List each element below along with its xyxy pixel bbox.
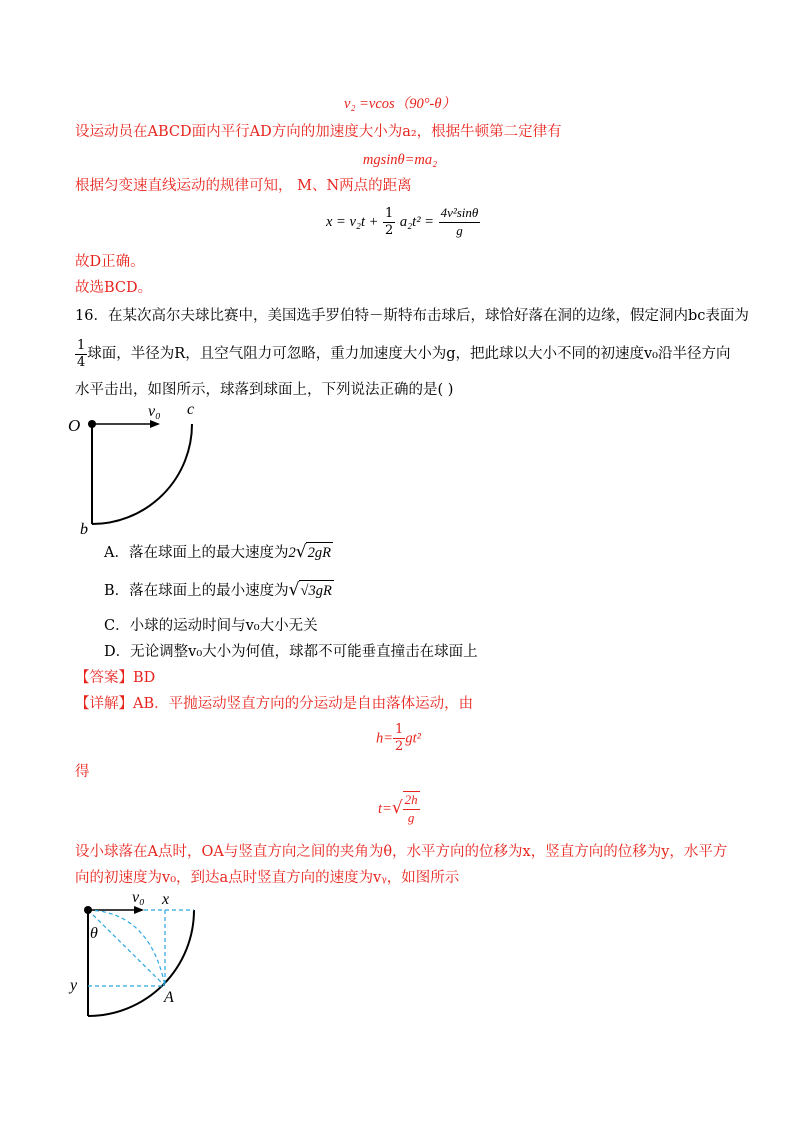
label-theta: θ [90,925,98,942]
frac-half: $\frac{1}{2}$ [385,205,394,238]
label-y: y [70,977,78,994]
detail-line-2: 设小球落在A点时，OA与竖直方向之间的夹角为θ，水平方向的位移为x，竖直方向的位移为y，水平方 [75,844,728,860]
eq-newton: mgsinθ=ma₂ [362,152,438,168]
label-o: O [68,416,81,435]
detail-intro: 【详解】AB．平抛运动竖直方向的分运动是自由落体运动，由 [75,696,474,712]
option-b[interactable]: B．落在球面上的最小速度为√√3gR [104,580,332,600]
text-accel: 设运动员在ABCD面内平行AD方向的加速度大小为a₂，根据牛顿第二定律有 [75,124,562,140]
label-x: x [162,891,170,908]
figure-projectile [60,884,220,1024]
label-c: c [187,401,195,418]
text-distance: 根据匀变速直线运动的规律可知， M、N两点的距离 [75,178,412,194]
label-v0: v₀ [132,889,145,906]
text-select-bcd: 故选BCD。 [75,280,153,296]
figure-quarter-sphere [60,396,220,536]
detail-line-3: 向的初速度为v₀，到达a点时竖直方向的速度为vᵧ，如图所示 [75,870,460,886]
text-d-correct: 故D正确。 [75,254,145,270]
question-line-1: 16．在某次高尔夫球比赛中，美国选手罗伯特－斯特布击球后，球恰好落在洞的边缘，假定洞内bc表面为 [75,308,749,324]
question-number: 16． [75,308,108,324]
option-d[interactable]: D．无论调整v₀大小为何值，球都不可能垂直撞击在球面上 [104,644,478,660]
eq-distance: x = v₂t + $\frac{1}{2}$ a₂t² = $\frac{\text{4v²sinθ}}{g}$ [326,204,479,238]
eq-v2: v₂ =vcos（90°-θ） [344,96,456,112]
option-a[interactable]: A．落在球面上的最大速度为2√2gR [104,542,331,562]
label-v0: v₀ [148,403,161,420]
question-line-2: $\frac{1}{4}$ 球面，半径为R，且空气阻力可忽略，重力加速度大小为g，把此球以大小不同的初速度v₀沿半径方向 [77,337,731,370]
text-de: 得 [75,764,90,780]
frac-result: $\frac{\text{4v²sinθ}}{g}$ [440,204,479,238]
answer: 【答案】BD [75,670,156,686]
label-b: b [80,521,88,536]
eq-h: h= $\frac{1}{2}$ gt² [376,722,421,754]
question-line-3: 水平击出，如图所示，球落到球面上，下列说法正确的是( ) [75,382,454,398]
eq-t: t=√ $\frac{2h}{g}$ [378,792,418,825]
frac-quarter: $\frac{1}{4}$ [77,337,86,370]
label-a: A [164,989,174,1006]
option-c[interactable]: C．小球的运动时间与v₀大小无关 [104,618,318,634]
answer-value: BD [133,670,156,686]
